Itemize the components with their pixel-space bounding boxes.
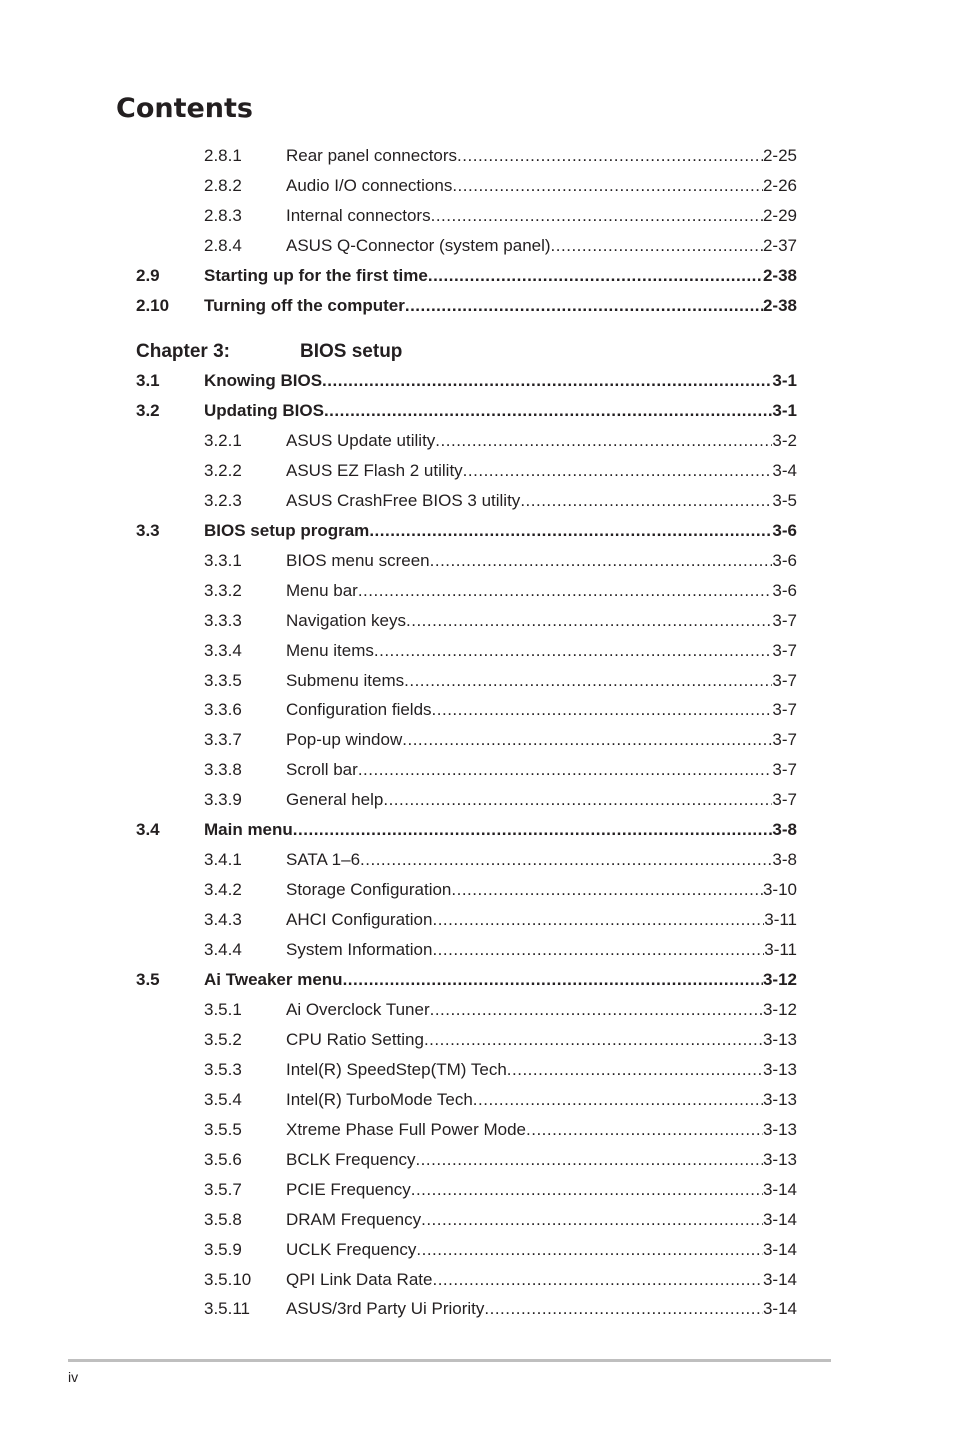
toc-entry-leader [286, 785, 797, 815]
toc-entry-number: 3.5.9 [204, 1239, 242, 1259]
toc-entry-title: UCLK Frequency [286, 1239, 417, 1259]
toc-subsection-entry[interactable] [0, 141, 954, 171]
toc-subsection-entry[interactable] [0, 1145, 954, 1175]
toc-entry-number: 3.5.11 [204, 1299, 251, 1319]
toc-entry-page: 3-11 [764, 910, 797, 930]
toc-entry-leader [204, 291, 797, 321]
toc-entry-leader [286, 995, 797, 1025]
toc-entry-leader [286, 1265, 797, 1295]
toc-entry-number: 3.3.2 [204, 580, 242, 600]
toc-entry-leader [286, 1175, 797, 1205]
toc-section-entry[interactable] [0, 261, 954, 291]
toc-entry-page: 2-38 [762, 295, 797, 315]
toc-entry-title: ASUS Update utility [286, 430, 436, 450]
toc-entry-number: 2.8.2 [204, 175, 242, 195]
toc-entry-title: Audio I/O connections [286, 175, 453, 195]
toc-entry-page: 3-12 [762, 970, 797, 989]
toc-entry-leader [286, 666, 797, 696]
toc-entry-page: 3-11 [764, 940, 797, 960]
toc-entry-page: 3-13 [762, 1089, 797, 1109]
toc-entry-leader [286, 1085, 797, 1115]
toc-subsection-entry[interactable] [0, 695, 954, 725]
dot-leader [360, 845, 772, 875]
toc-entry-title: Pop-up window [286, 730, 403, 750]
toc-entry-leader [286, 486, 797, 516]
toc-entry-number: 3.5.10 [204, 1269, 252, 1289]
toc-entry-number: 3.2 [136, 400, 160, 420]
toc-entry-page: 3-8 [772, 850, 797, 870]
toc-entry-page: 3-7 [772, 730, 797, 750]
dot-leader [463, 456, 773, 486]
toc-entry-number: 3.5.6 [204, 1149, 242, 1169]
toc-entry-leader [286, 1294, 797, 1324]
toc-entry-title: Ai Tweaker menu [204, 970, 343, 989]
toc-entry-number: 3.2.2 [204, 460, 242, 480]
toc-subsection-entry[interactable] [0, 576, 954, 606]
toc-entry-leader [286, 905, 797, 935]
toc-subsection-entry[interactable] [0, 935, 954, 965]
toc-entry-number: 3.3.1 [204, 550, 242, 570]
toc-entry-number: 2.10 [136, 295, 170, 315]
toc-entry-page: 3-14 [762, 1239, 797, 1259]
toc-subsection-entry[interactable] [0, 606, 954, 636]
dot-leader [432, 905, 764, 935]
toc-entry-leader [286, 845, 797, 875]
page-title: Contents [116, 93, 254, 124]
dot-leader [507, 1055, 763, 1085]
toc-subsection-entry[interactable] [0, 1205, 954, 1235]
toc-entry-page: 3-7 [772, 790, 797, 810]
toc-entry-page: 3-6 [772, 520, 797, 540]
toc-entry-page: 3-10 [762, 880, 797, 900]
dot-leader [428, 261, 763, 291]
toc-entry-page: 3-4 [772, 460, 797, 480]
toc-entry-title: Knowing BIOS [204, 371, 323, 390]
toc-subsection-entry[interactable] [0, 1025, 954, 1055]
toc-entry-number: 3.5.4 [204, 1089, 242, 1109]
dot-leader [421, 1205, 763, 1235]
toc-entry-number: 3.5 [136, 970, 160, 989]
toc-entry-page: 3-13 [762, 1149, 797, 1169]
toc-entry-number: 2.8.3 [204, 205, 242, 225]
toc-subsection-entry[interactable] [0, 486, 954, 516]
dot-leader [369, 516, 772, 546]
toc-entry-title: General help [286, 790, 384, 810]
toc-subsection-entry[interactable] [0, 636, 954, 666]
toc-entry-leader [286, 231, 797, 261]
toc-entry-leader [204, 965, 797, 995]
toc-entry-leader [286, 1235, 797, 1265]
toc-subsection-entry[interactable] [0, 666, 954, 696]
dot-leader [358, 576, 773, 606]
toc-entry-title: PCIE Frequency [286, 1179, 411, 1199]
toc-subsection-entry[interactable] [0, 1294, 954, 1324]
toc-entry-number: 3.4.4 [204, 940, 242, 960]
toc-entry-page: 3-14 [762, 1269, 797, 1289]
toc-entry-title: BIOS setup program [204, 520, 370, 540]
toc-entry-leader [286, 606, 797, 636]
toc-entry-page: 3-1 [772, 371, 797, 390]
dot-leader [343, 965, 763, 995]
toc-entry-title: System Information [286, 940, 433, 960]
chapter-label: Chapter 3: [136, 341, 230, 362]
toc-entry-page: 3-5 [772, 490, 797, 510]
toc-entry-leader [204, 815, 797, 845]
toc-entry-page: 2-29 [762, 205, 797, 225]
dot-leader [416, 1235, 763, 1265]
toc-entry-title: ASUS EZ Flash 2 utility [286, 460, 463, 480]
dot-leader [432, 935, 764, 965]
toc-entry-number: 3.3 [136, 520, 160, 540]
toc-entry-title: Menu bar [286, 580, 358, 600]
toc-entry-title: QPI Link Data Rate [286, 1269, 433, 1289]
toc-entry-leader [204, 366, 797, 396]
toc-entry-page: 2-25 [762, 146, 797, 165]
dot-leader [435, 426, 772, 456]
toc-entry-page: 3-7 [772, 670, 797, 690]
toc-entry-title: Intel(R) SpeedStep(TM) Tech [286, 1059, 507, 1079]
toc-entry-title: Menu items [286, 640, 374, 660]
toc-entry-number: 2.9 [136, 265, 160, 285]
toc-entry-number: 3.3.6 [204, 700, 242, 720]
toc-entry-page: 3-1 [772, 400, 797, 420]
toc-entry-leader [286, 1025, 797, 1055]
toc-entry-leader [286, 1115, 797, 1145]
toc-entry-page: 3-13 [762, 1059, 797, 1079]
toc-entry-page: 3-7 [772, 640, 797, 660]
toc-entry-number: 3.5.1 [204, 999, 242, 1019]
toc-section-entry[interactable] [0, 291, 954, 321]
dot-leader [406, 606, 772, 636]
toc-entry-leader [204, 261, 797, 291]
toc-subsection-entry[interactable] [0, 905, 954, 935]
toc-entry-number: 3.3.7 [204, 730, 242, 750]
toc-subsection-entry[interactable] [0, 201, 954, 231]
toc-entry-number: 3.5.7 [204, 1179, 242, 1199]
toc-subsection-entry[interactable] [0, 785, 954, 815]
chapter-heading [0, 337, 954, 367]
toc-entry-title: ASUS CrashFree BIOS 3 utility [286, 490, 521, 510]
toc-entry-title: ASUS/3rd Party Ui Priority [286, 1299, 485, 1319]
toc-entry-number: 3.3.9 [204, 790, 242, 810]
toc-subsection-entry[interactable] [0, 845, 954, 875]
toc-entry-number: 3.5.3 [204, 1059, 242, 1079]
toc-entry-number: 3.5.8 [204, 1209, 242, 1229]
toc-entry-title: CPU Ratio Setting [286, 1029, 424, 1049]
toc-entry-number: 3.4.2 [204, 880, 242, 900]
toc-entry-number: 3.3.3 [204, 610, 242, 630]
dot-leader [430, 546, 773, 576]
toc-entry-leader [204, 396, 797, 426]
toc-entry-leader [286, 426, 797, 456]
toc-entry-title: ASUS Q-Connector (system panel) [286, 235, 551, 255]
toc-entry-number: 3.4.1 [204, 850, 242, 870]
toc-section-entry[interactable] [0, 366, 954, 396]
dot-leader [402, 725, 772, 755]
dot-leader [293, 815, 773, 845]
toc-entry-page: 2-37 [762, 235, 797, 255]
dot-leader [324, 396, 772, 426]
dot-leader [431, 201, 763, 231]
toc-entry-page: 3-6 [772, 580, 797, 600]
toc-entry-page: 3-2 [772, 430, 797, 450]
dot-leader [411, 1175, 763, 1205]
toc-section-entry[interactable] [0, 815, 954, 845]
dot-leader [551, 231, 763, 261]
dot-leader [404, 666, 772, 696]
toc-entry-leader [286, 755, 797, 785]
toc-entry-page: 3-13 [762, 1029, 797, 1049]
toc-subsection-entry[interactable] [0, 1265, 954, 1295]
dot-leader [473, 1085, 763, 1115]
toc-entry-leader [286, 201, 797, 231]
toc-entry-leader [286, 935, 797, 965]
toc-entry-number: 3.2.3 [204, 490, 242, 510]
dot-leader [451, 875, 763, 905]
toc-entry-leader [286, 141, 797, 171]
toc-subsection-entry[interactable] [0, 456, 954, 486]
toc-entry-leader [286, 546, 797, 576]
toc-entry-page: 3-14 [762, 1299, 797, 1319]
toc-entry-number: 3.2.1 [204, 430, 242, 450]
toc-subsection-entry[interactable] [0, 1175, 954, 1205]
toc-subsection-entry[interactable] [0, 1055, 954, 1085]
dot-leader [484, 1294, 763, 1324]
toc-entry-title: Intel(R) TurboMode Tech [286, 1089, 473, 1109]
toc-section-entry[interactable] [0, 965, 954, 995]
toc-entry-title: Xtreme Phase Full Power Mode [286, 1119, 526, 1139]
toc-section-entry[interactable] [0, 396, 954, 426]
toc-entry-page: 2-26 [762, 175, 797, 195]
toc-entry-number: 2.8.4 [204, 235, 242, 255]
toc-entry-page: 3-7 [772, 700, 797, 720]
toc-entry-leader [286, 456, 797, 486]
dot-leader [424, 1025, 763, 1055]
toc-entry-page: 3-7 [772, 610, 797, 630]
toc-subsection-entry[interactable] [0, 546, 954, 576]
toc-entry-title: AHCI Configuration [286, 910, 433, 930]
toc-entry-number: 3.5.2 [204, 1029, 242, 1049]
toc-subsection-entry[interactable] [0, 755, 954, 785]
toc-entry-title: DRAM Frequency [286, 1209, 422, 1229]
dot-leader [526, 1115, 763, 1145]
toc-entry-title: Starting up for the first time [204, 265, 428, 285]
toc-entry-title: BCLK Frequency [286, 1149, 416, 1169]
toc-entry-page: 3-7 [772, 760, 797, 780]
toc-subsection-entry[interactable] [0, 1115, 954, 1145]
toc-entry-page: 3-12 [762, 999, 797, 1019]
dot-leader [432, 1265, 763, 1295]
toc-entry-leader [286, 725, 797, 755]
toc-entry-number: 2.8.1 [204, 146, 242, 165]
toc-subsection-entry[interactable] [0, 171, 954, 201]
toc-entry-title: BIOS menu screen [286, 550, 430, 570]
toc-entry-leader [286, 1055, 797, 1085]
toc-entry-page: 3-14 [762, 1179, 797, 1199]
dot-leader [322, 366, 772, 396]
chapter-title: BIOS setup [300, 341, 403, 362]
toc-section-entry[interactable] [0, 516, 954, 546]
toc-entry-number: 3.3.8 [204, 760, 242, 780]
footer-divider [68, 1359, 831, 1362]
dot-leader [358, 755, 773, 785]
toc-entry-title: Scroll bar [286, 760, 358, 780]
toc-subsection-entry[interactable] [0, 231, 954, 261]
toc-entry-number: 3.3.5 [204, 670, 242, 690]
toc-entry-title: Submenu items [286, 670, 405, 690]
toc-entry-title: Internal connectors [286, 205, 431, 225]
toc-entry-title: Main menu [204, 820, 293, 840]
dot-leader [432, 695, 773, 725]
toc-entry-title: Rear panel connectors [286, 146, 458, 165]
toc-subsection-entry[interactable] [0, 1235, 954, 1265]
toc-entry-leader [204, 516, 797, 546]
toc-entry-leader [286, 576, 797, 606]
dot-leader [415, 1145, 763, 1175]
toc-entry-title: Updating BIOS [204, 400, 324, 420]
toc-entry-page: 2-38 [762, 265, 797, 285]
toc-entry-leader [286, 695, 797, 725]
toc-subsection-entry[interactable] [0, 995, 954, 1025]
dot-leader [452, 171, 763, 201]
dot-leader [383, 785, 772, 815]
dot-leader [430, 995, 763, 1025]
toc-entry-title: Storage Configuration [286, 880, 452, 900]
toc-entry-leader [286, 1205, 797, 1235]
toc-entry-page: 3-13 [762, 1119, 797, 1139]
toc-entry-page: 3-8 [772, 820, 797, 840]
toc-entry-leader [286, 171, 797, 201]
toc-entry-number: 3.1 [136, 371, 160, 390]
toc-entry-title: Turning off the computer [204, 295, 405, 315]
dot-leader [457, 141, 763, 171]
toc-entry-title: Configuration fields [286, 700, 432, 720]
toc-entry-title: SATA 1–6 [286, 850, 361, 870]
toc-entry-title: Navigation keys [286, 610, 407, 630]
toc-entry-number: 3.4 [136, 820, 160, 840]
dot-leader [405, 291, 763, 321]
footer-page-number: iv [68, 1369, 79, 1385]
dot-leader [520, 486, 772, 516]
toc-entry-page: 3-6 [772, 550, 797, 570]
toc-subsection-entry[interactable] [0, 1085, 954, 1115]
toc-entry-number: 3.4.3 [204, 910, 242, 930]
toc-entry-number: 3.3.4 [204, 640, 242, 660]
toc-subsection-entry[interactable] [0, 426, 954, 456]
toc-entry-page: 3-14 [762, 1209, 797, 1229]
toc-entry-leader [286, 1145, 797, 1175]
toc-entry-title: Ai Overclock Tuner [286, 999, 430, 1019]
dot-leader [374, 636, 773, 666]
toc-subsection-entry[interactable] [0, 875, 954, 905]
toc-entry-leader [286, 875, 797, 905]
toc-subsection-entry[interactable] [0, 725, 954, 755]
toc-entry-number: 3.5.5 [204, 1119, 242, 1139]
toc-entry-leader [286, 636, 797, 666]
